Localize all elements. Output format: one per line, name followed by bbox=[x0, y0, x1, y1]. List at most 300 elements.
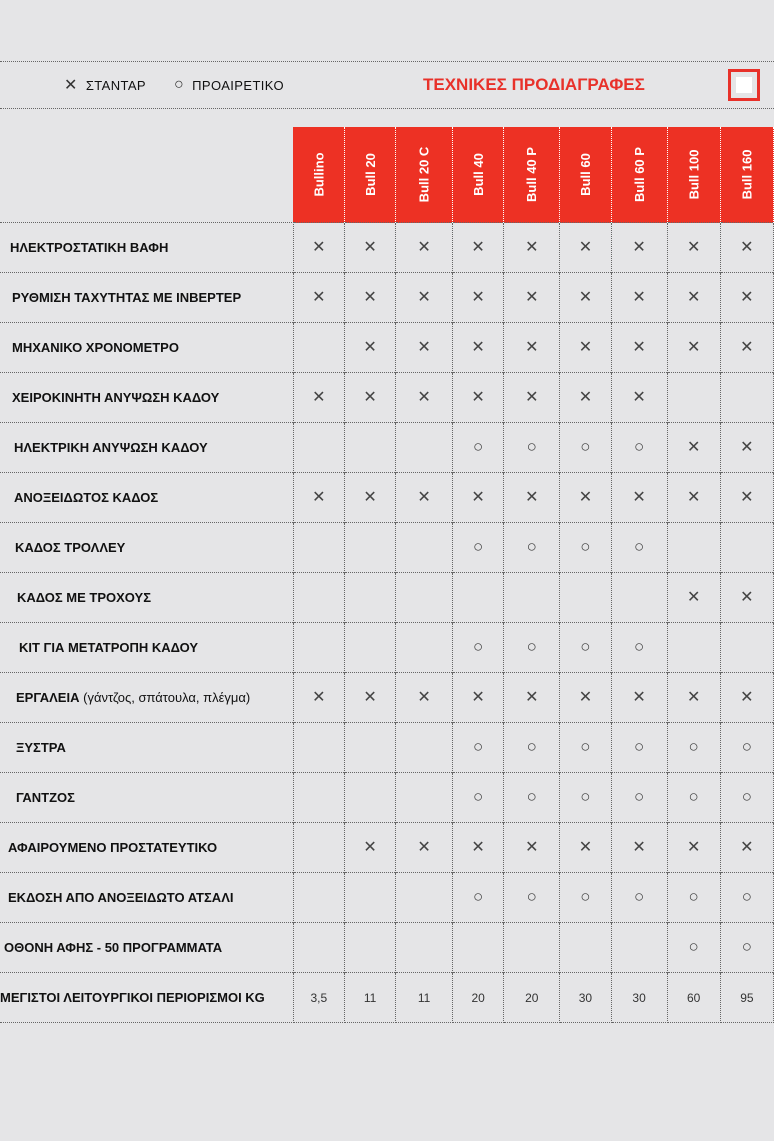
spec-cell bbox=[293, 573, 344, 623]
model-name: Bull 60 bbox=[577, 152, 593, 196]
spec-cell bbox=[452, 223, 503, 273]
model-header bbox=[611, 127, 667, 223]
spec-cell bbox=[560, 423, 611, 473]
spec-cell bbox=[504, 723, 560, 773]
spec-cell bbox=[293, 473, 344, 523]
spec-cell bbox=[504, 573, 560, 623]
spec-cell bbox=[396, 423, 453, 473]
feature-name: ΚΑΔΟΣ ΤΡΟΛΛΕΥ bbox=[15, 540, 126, 555]
spec-cell bbox=[344, 273, 395, 323]
spec-cell bbox=[293, 723, 344, 773]
spec-cell bbox=[504, 423, 560, 473]
spec-cell bbox=[344, 473, 395, 523]
spec-table bbox=[0, 127, 774, 1023]
spec-cell bbox=[344, 673, 395, 723]
model-name: Bull 20 bbox=[362, 152, 378, 196]
spec-cell bbox=[720, 223, 773, 273]
spec-cell bbox=[611, 623, 667, 673]
table-row bbox=[0, 423, 774, 473]
standard-mark-icon: ✕ bbox=[740, 488, 754, 506]
spec-cell bbox=[396, 873, 453, 923]
model-name: Bull 60 P bbox=[631, 146, 647, 202]
feature-label bbox=[0, 923, 293, 973]
spec-cell bbox=[452, 473, 503, 523]
spec-cell bbox=[560, 673, 611, 723]
feature-name: ΜΕΓΙΣΤΟΙ ΛΕΙΤΟΥΡΓΙΚΟΙ ΠΕΡΙΟΡΙΣΜΟΙ KG bbox=[0, 990, 265, 1005]
standard-mark-icon: ✕ bbox=[525, 388, 539, 406]
standard-mark-icon: ✕ bbox=[632, 838, 646, 856]
optional-mark-icon: ○ bbox=[526, 887, 537, 906]
feature-label bbox=[0, 473, 293, 523]
capacity-value: 60 bbox=[686, 990, 701, 1005]
standard-mark-icon: ✕ bbox=[525, 288, 539, 306]
spec-cell bbox=[667, 323, 720, 373]
optional-mark-icon: ○ bbox=[580, 887, 591, 906]
optional-mark-icon: ○ bbox=[526, 537, 537, 556]
standard-mark-icon: ✕ bbox=[686, 288, 701, 306]
spec-cell bbox=[560, 823, 611, 873]
spec-cell bbox=[344, 823, 395, 873]
table-row bbox=[0, 923, 774, 973]
model-header bbox=[396, 127, 453, 223]
spec-cell bbox=[452, 823, 503, 873]
spec-cell bbox=[293, 223, 344, 273]
standard-mark-icon: ✕ bbox=[525, 238, 539, 256]
spec-cell bbox=[667, 473, 720, 523]
standard-mark-icon: ✕ bbox=[525, 488, 539, 506]
model-name: Bullino bbox=[311, 151, 327, 197]
optional-mark-icon: ○ bbox=[580, 537, 591, 556]
spec-cell bbox=[560, 223, 611, 273]
standard-mark-icon: ✕ bbox=[632, 338, 646, 356]
spec-cell bbox=[293, 373, 344, 423]
spec-cell bbox=[452, 773, 503, 823]
spec-cell bbox=[396, 673, 453, 723]
standard-mark-icon: ✕ bbox=[740, 238, 754, 256]
capacity-value: 3,5 bbox=[310, 990, 328, 1005]
table-row bbox=[0, 723, 774, 773]
feature-name: ΑΦΑΙΡΟΥΜΕΝΟ ΠΡΟΣΤΑΤΕΥΤΙΚΟ bbox=[8, 840, 218, 855]
optional-mark-icon: ○ bbox=[580, 437, 591, 456]
standard-mark-icon: ✕ bbox=[578, 688, 593, 706]
feature-name: ΚΙΤ ΓΙΑ ΜΕΤΑΤΡΟΠΗ ΚΑΔΟΥ bbox=[19, 640, 199, 655]
model-name: Bull 20 C bbox=[416, 146, 432, 202]
model-name: Bull 160 bbox=[739, 149, 755, 199]
standard-mark-icon: ✕ bbox=[471, 838, 485, 856]
optional-mark-icon: ○ bbox=[741, 737, 753, 756]
spec-cell bbox=[720, 423, 773, 473]
standard-mark-icon: ✕ bbox=[417, 388, 431, 406]
standard-mark-icon: ✕ bbox=[312, 388, 326, 406]
spec-cell bbox=[611, 573, 667, 623]
standard-mark-icon: ✕ bbox=[686, 488, 701, 506]
optional-mark-icon: ○ bbox=[741, 787, 753, 806]
optional-mark-icon: ○ bbox=[472, 737, 484, 756]
standard-mark-icon: ✕ bbox=[525, 688, 539, 706]
feature-name: ΡΥΘΜΙΣΗ ΤΑΧΥΤΗΤΑΣ ΜΕ ΙΝΒΕΡΤΕΡ bbox=[12, 290, 242, 305]
feature-name: ΟΘΟΝΗ ΑΦΗΣ - 50 ΠΡΟΓΡΑΜΜΑΤΑ bbox=[4, 940, 223, 955]
standard-mark-icon: ✕ bbox=[471, 238, 485, 256]
optional-mark-icon: ○ bbox=[526, 737, 537, 756]
capacity-value: 30 bbox=[578, 990, 593, 1005]
spec-cell bbox=[504, 973, 560, 1023]
spec-cell bbox=[504, 873, 560, 923]
model-header bbox=[560, 127, 611, 223]
spec-cell bbox=[452, 523, 503, 573]
feature-label bbox=[0, 423, 293, 473]
standard-mark-icon: ✕ bbox=[632, 288, 646, 306]
standard-mark-icon: ✕ bbox=[363, 238, 377, 256]
spec-cell bbox=[560, 323, 611, 373]
model-header bbox=[667, 127, 720, 223]
standard-mark-icon: ✕ bbox=[312, 688, 326, 706]
spec-cell bbox=[611, 923, 667, 973]
feature-label bbox=[0, 223, 293, 273]
spec-cell bbox=[452, 673, 503, 723]
spec-cell bbox=[720, 673, 773, 723]
standard-mark-icon: ✕ bbox=[417, 338, 431, 356]
model-name: Bull 100 bbox=[686, 149, 702, 199]
table-row bbox=[0, 323, 774, 373]
spec-cell bbox=[611, 723, 667, 773]
capacity-value: 20 bbox=[525, 990, 539, 1005]
spec-cell bbox=[504, 623, 560, 673]
spec-cell bbox=[504, 223, 560, 273]
table-row bbox=[0, 773, 774, 823]
spec-cell bbox=[720, 823, 773, 873]
optional-mark-icon: ○ bbox=[688, 937, 699, 956]
optional-mark-icon: ○ bbox=[472, 637, 484, 656]
model-header bbox=[720, 127, 773, 223]
standard-mark-icon: ✕ bbox=[578, 488, 593, 506]
spec-cell bbox=[667, 273, 720, 323]
feature-name: ΗΛΕΚΤΡΙΚΗ ΑΝΥΨΩΣΗ ΚΑΔΟΥ bbox=[14, 440, 208, 455]
spec-cell bbox=[611, 473, 667, 523]
standard-mark-icon: ✕ bbox=[417, 488, 431, 506]
legend-optional-label: ΠΡΟΑΙΡΕΤΙΚΟ bbox=[192, 77, 284, 93]
spec-cell bbox=[452, 423, 503, 473]
spec-cell bbox=[611, 773, 667, 823]
model-name: Bull 40 bbox=[470, 152, 486, 196]
spec-cell bbox=[504, 273, 560, 323]
standard-mark-icon: ✕ bbox=[686, 588, 701, 606]
spec-cell bbox=[560, 923, 611, 973]
model-header-row bbox=[0, 127, 774, 223]
spec-cell bbox=[344, 423, 395, 473]
standard-mark-icon: ✕ bbox=[686, 338, 701, 356]
optional-mark-icon: ○ bbox=[688, 887, 699, 906]
optional-mark-icon: ○ bbox=[472, 787, 484, 806]
spec-cell bbox=[452, 723, 503, 773]
table-row bbox=[0, 873, 774, 923]
feature-label bbox=[0, 523, 293, 573]
standard-mark-icon: ✕ bbox=[578, 338, 593, 356]
spec-cell bbox=[344, 923, 395, 973]
spec-cell bbox=[720, 323, 773, 373]
spec-cell bbox=[293, 873, 344, 923]
spec-cell bbox=[344, 873, 395, 923]
standard-mark-icon: ✕ bbox=[417, 688, 431, 706]
spec-cell bbox=[344, 773, 395, 823]
model-header bbox=[293, 127, 344, 223]
spec-cell bbox=[396, 323, 453, 373]
standard-mark-icon: ✕ bbox=[578, 388, 593, 406]
spec-cell bbox=[667, 223, 720, 273]
table-row bbox=[0, 373, 774, 423]
standard-mark-icon: ✕ bbox=[740, 338, 754, 356]
spec-cell bbox=[396, 623, 453, 673]
standard-symbol-icon: ✕ bbox=[64, 77, 78, 94]
table-row bbox=[0, 623, 774, 673]
standard-mark-icon: ✕ bbox=[363, 288, 377, 306]
optional-mark-icon: ○ bbox=[472, 437, 484, 456]
standard-mark-icon: ✕ bbox=[686, 438, 701, 456]
table-row bbox=[0, 273, 774, 323]
spec-cell bbox=[452, 873, 503, 923]
standard-mark-icon: ✕ bbox=[417, 838, 431, 856]
spec-cell bbox=[293, 673, 344, 723]
spec-cell bbox=[560, 273, 611, 323]
spec-cell bbox=[720, 273, 773, 323]
feature-label bbox=[0, 823, 293, 873]
table-row bbox=[0, 223, 774, 273]
feature-name: ΜΗΧΑΝΙΚΟ ΧΡΟΝΟΜΕΤΡΟ bbox=[12, 340, 179, 355]
spec-cell bbox=[504, 823, 560, 873]
table-row bbox=[0, 823, 774, 873]
spec-cell bbox=[611, 673, 667, 723]
spec-cell bbox=[396, 273, 453, 323]
spec-cell bbox=[452, 273, 503, 323]
standard-mark-icon: ✕ bbox=[740, 288, 754, 306]
spec-cell bbox=[611, 973, 667, 1023]
spec-cell bbox=[293, 623, 344, 673]
feature-note: (γάντζος, σπάτουλα, πλέγμα) bbox=[83, 690, 251, 705]
standard-mark-icon: ✕ bbox=[417, 288, 431, 306]
table-row bbox=[0, 973, 774, 1023]
optional-mark-icon: ○ bbox=[688, 787, 699, 806]
feature-label bbox=[0, 873, 293, 923]
standard-mark-icon: ✕ bbox=[471, 488, 485, 506]
spec-cell bbox=[560, 623, 611, 673]
spec-cell bbox=[720, 873, 773, 923]
spec-cell bbox=[344, 523, 395, 573]
spec-cell bbox=[396, 923, 453, 973]
spec-cell bbox=[560, 723, 611, 773]
spec-cell bbox=[344, 623, 395, 673]
feature-name: ΧΕΙΡΟΚΙΝΗΤΗ ΑΝΥΨΩΣΗ ΚΑΔΟΥ bbox=[12, 390, 220, 405]
feature-label bbox=[0, 673, 293, 723]
spec-cell bbox=[293, 923, 344, 973]
spec-cell bbox=[720, 373, 773, 423]
optional-mark-icon: ○ bbox=[580, 787, 591, 806]
spec-cell bbox=[452, 573, 503, 623]
spec-cell bbox=[667, 873, 720, 923]
feature-name: ΕΚΔΟΣΗ ΑΠΟ ΑΝΟΞΕΙΔΩΤΟ ΑΤΣΑΛΙ bbox=[8, 890, 234, 905]
standard-mark-icon: ✕ bbox=[471, 338, 485, 356]
spec-cell bbox=[396, 373, 453, 423]
spec-cell bbox=[293, 973, 344, 1023]
spec-cell bbox=[504, 773, 560, 823]
optional-mark-icon: ○ bbox=[741, 887, 753, 906]
spec-cell bbox=[560, 573, 611, 623]
optional-mark-icon: ○ bbox=[633, 437, 645, 456]
feature-label bbox=[0, 373, 293, 423]
optional-mark-icon: ○ bbox=[633, 737, 645, 756]
table-row bbox=[0, 473, 774, 523]
spec-cell bbox=[344, 573, 395, 623]
spec-cell bbox=[452, 623, 503, 673]
model-header bbox=[344, 127, 395, 223]
spec-cell bbox=[560, 373, 611, 423]
feature-name: ΑΝΟΞΕΙΔΩΤΟΣ ΚΑΔΟΣ bbox=[14, 490, 159, 505]
spec-cell bbox=[720, 523, 773, 573]
spec-cell bbox=[293, 773, 344, 823]
feature-label bbox=[0, 623, 293, 673]
spec-cell bbox=[344, 973, 395, 1023]
optional-mark-icon: ○ bbox=[472, 537, 484, 556]
optional-mark-icon: ○ bbox=[741, 937, 753, 956]
optional-mark-icon: ○ bbox=[526, 437, 537, 456]
standard-mark-icon: ✕ bbox=[363, 338, 377, 356]
spec-cell bbox=[504, 473, 560, 523]
model-name: Bull 40 P bbox=[524, 146, 540, 202]
feature-name: ΞΥΣΤΡΑ bbox=[16, 740, 66, 755]
standard-mark-icon: ✕ bbox=[578, 288, 593, 306]
capacity-value: 95 bbox=[740, 990, 754, 1005]
standard-mark-icon: ✕ bbox=[312, 238, 326, 256]
optional-mark-icon: ○ bbox=[633, 887, 645, 906]
spec-cell bbox=[344, 223, 395, 273]
spec-cell bbox=[720, 723, 773, 773]
standard-mark-icon: ✕ bbox=[632, 388, 646, 406]
spec-cell bbox=[667, 523, 720, 573]
spec-cell bbox=[720, 923, 773, 973]
spec-cell bbox=[611, 423, 667, 473]
spec-cell bbox=[560, 523, 611, 573]
capacity-value: 30 bbox=[632, 990, 646, 1005]
spec-cell bbox=[344, 373, 395, 423]
spec-cell bbox=[293, 523, 344, 573]
standard-mark-icon: ✕ bbox=[525, 338, 539, 356]
feature-label bbox=[0, 973, 293, 1023]
feature-label bbox=[0, 723, 293, 773]
spec-cell bbox=[667, 623, 720, 673]
optional-mark-icon: ○ bbox=[633, 637, 645, 656]
spec-cell bbox=[396, 473, 453, 523]
spec-cell bbox=[452, 923, 503, 973]
feature-label bbox=[0, 273, 293, 323]
spec-cell bbox=[667, 973, 720, 1023]
standard-mark-icon: ✕ bbox=[417, 238, 431, 256]
spec-cell bbox=[611, 373, 667, 423]
spec-cell bbox=[611, 873, 667, 923]
table-row bbox=[0, 523, 774, 573]
spec-cell bbox=[720, 473, 773, 523]
spec-cell bbox=[344, 323, 395, 373]
standard-mark-icon: ✕ bbox=[686, 688, 701, 706]
standard-mark-icon: ✕ bbox=[740, 688, 754, 706]
capacity-value: 20 bbox=[471, 990, 485, 1005]
standard-mark-icon: ✕ bbox=[471, 288, 485, 306]
standard-mark-icon: ✕ bbox=[578, 238, 593, 256]
spec-cell bbox=[396, 773, 453, 823]
standard-mark-icon: ✕ bbox=[363, 388, 377, 406]
standard-mark-icon: ✕ bbox=[632, 488, 646, 506]
spec-cell bbox=[396, 223, 453, 273]
optional-mark-icon: ○ bbox=[472, 887, 484, 906]
standard-mark-icon: ✕ bbox=[686, 238, 701, 256]
table-row bbox=[0, 573, 774, 623]
legend bbox=[64, 62, 284, 108]
standard-mark-icon: ✕ bbox=[525, 838, 539, 856]
spec-cell bbox=[396, 973, 453, 1023]
spec-cell bbox=[611, 523, 667, 573]
spec-cell bbox=[293, 273, 344, 323]
stop-square-icon[interactable] bbox=[728, 69, 760, 101]
standard-mark-icon: ✕ bbox=[740, 438, 754, 456]
spec-cell bbox=[611, 223, 667, 273]
model-header bbox=[504, 127, 560, 223]
standard-mark-icon: ✕ bbox=[632, 238, 646, 256]
spec-cell bbox=[396, 823, 453, 873]
optional-mark-icon: ○ bbox=[633, 787, 645, 806]
legend-standard-label: ΣΤΑΝΤΑΡ bbox=[85, 77, 147, 93]
feature-label bbox=[0, 323, 293, 373]
standard-mark-icon: ✕ bbox=[363, 838, 377, 856]
standard-mark-icon: ✕ bbox=[312, 288, 326, 306]
standard-mark-icon: ✕ bbox=[578, 838, 593, 856]
optional-mark-icon: ○ bbox=[580, 737, 591, 756]
standard-mark-icon: ✕ bbox=[363, 488, 377, 506]
standard-mark-icon: ✕ bbox=[471, 388, 485, 406]
standard-mark-icon: ✕ bbox=[686, 838, 701, 856]
spec-cell bbox=[293, 423, 344, 473]
spec-cell bbox=[611, 823, 667, 873]
feature-name: ΓΑΝΤΖΟΣ bbox=[16, 790, 75, 805]
optional-mark-icon: ○ bbox=[526, 787, 537, 806]
spec-cell bbox=[667, 423, 720, 473]
optional-mark-icon: ○ bbox=[688, 737, 699, 756]
spec-cell bbox=[293, 823, 344, 873]
feature-label bbox=[0, 573, 293, 623]
standard-mark-icon: ✕ bbox=[632, 688, 646, 706]
page-title: ΤΕΧΝΙΚΕΣ ΠΡΟΔΙΑΓΡΑΦΕΣ bbox=[423, 75, 645, 94]
spec-cell bbox=[667, 823, 720, 873]
spec-cell bbox=[396, 723, 453, 773]
spec-cell bbox=[667, 773, 720, 823]
spec-cell bbox=[667, 573, 720, 623]
optional-mark-icon: ○ bbox=[526, 637, 537, 656]
feature-name: ΕΡΓΑΛΕΙΑ bbox=[16, 690, 80, 705]
standard-mark-icon: ✕ bbox=[740, 588, 754, 606]
optional-mark-icon: ○ bbox=[633, 537, 645, 556]
feature-name: ΚΑΔΟΣ ΜΕ ΤΡΟΧΟΥΣ bbox=[17, 590, 152, 605]
spec-cell bbox=[720, 973, 773, 1023]
spec-cell bbox=[720, 623, 773, 673]
spec-cell bbox=[452, 973, 503, 1023]
spec-cell bbox=[667, 673, 720, 723]
spec-cell bbox=[611, 323, 667, 373]
spec-cell bbox=[560, 873, 611, 923]
spec-cell bbox=[504, 673, 560, 723]
table-corner bbox=[0, 127, 293, 223]
standard-mark-icon: ✕ bbox=[471, 688, 485, 706]
spec-cell bbox=[504, 373, 560, 423]
spec-cell bbox=[504, 323, 560, 373]
spec-cell bbox=[452, 373, 503, 423]
spec-cell bbox=[560, 473, 611, 523]
spec-cell bbox=[560, 773, 611, 823]
